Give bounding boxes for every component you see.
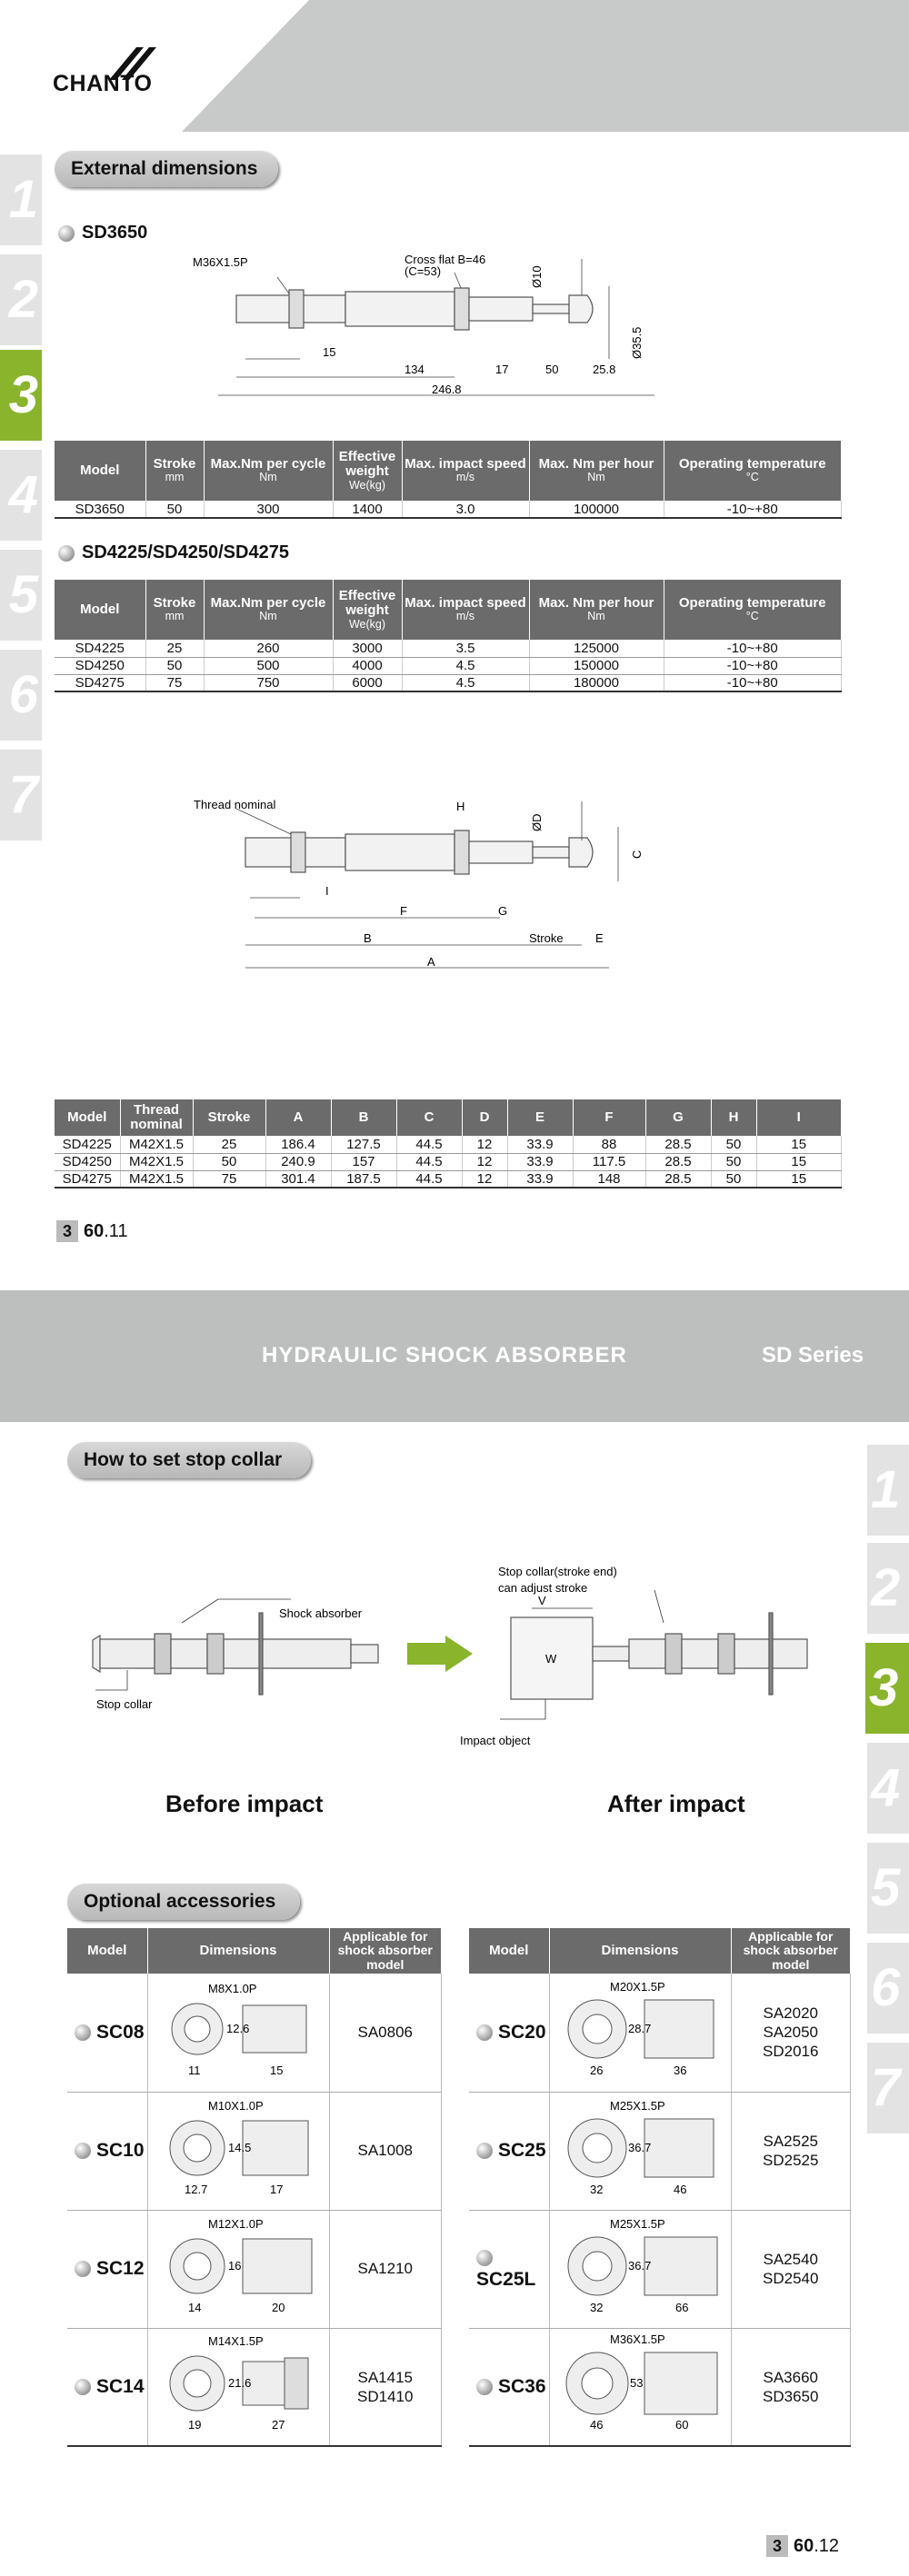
table-row: SC08 M8X1.0P 11 15 12.6 SA0806 <box>67 1974 442 2092</box>
e-label: E <box>595 931 604 945</box>
stop-collar-diagram <box>73 1563 873 1763</box>
svg-text:M8X1.0P: M8X1.0P <box>208 1982 257 1996</box>
section-title-external: External dimensions <box>55 151 278 187</box>
side-tab-7[interactable]: 7 <box>867 2043 909 2133</box>
svg-text:32: 32 <box>590 2300 604 2314</box>
sd42-spec-table: Model Stroke mm Max.Nm per cycle Nm Effective weight We(kg) Max. impact speed m/s Max. Nm per hour Nm Operating temperature °C SD4225 25 260 3000 3.5 125000 -10~+80 SD4250 50 500 4000 4.5 150000 -10~+80 SD4275 75 750 6000 4.5 180000 -10~+80 <box>55 580 842 692</box>
table-row: SC25 M25X1.5P 32 46 36.7 SA2525 SD2525 <box>469 2092 851 2210</box>
sd42-dimension-table: Model Thread nominal Stroke A B C D E F G H I SD4225 M42X1.5 25 186.4 127.5 44.5 12 33.9 88 28.5 50 15 SD4250 M42X1.5 50 240.9 157 44.5 12 33.9 117.5 28.5 50 15 SD4275 M42X1.5 75 301.4 187.5 44.5 12 33.9 148 28.5 50 15 <box>55 1099 842 1189</box>
stop-collar-label: Stop collar <box>96 1697 153 1711</box>
table-row: SC36 M36X1.5P 46 60 53 SA3660 SD3650 <box>469 2328 851 2446</box>
svg-text:19: 19 <box>188 2418 202 2432</box>
svg-text:14: 14 <box>188 2300 202 2314</box>
svg-text:17: 17 <box>270 2182 284 2196</box>
page-sub: .12 <box>814 2535 840 2556</box>
svg-text:66: 66 <box>675 2300 689 2314</box>
th-max-impact-speed: Max. impact speed m/s <box>402 441 529 501</box>
thread-nominal-label: Thread nominal <box>194 798 276 811</box>
dim-134: 134 <box>405 363 425 376</box>
cross-flat-label-2: (C=53) <box>405 264 442 278</box>
dim-25-8: 25.8 <box>593 363 616 376</box>
thread-label: M36X1.5P <box>193 255 248 269</box>
phi35-label: Ø35.5 <box>630 326 644 359</box>
sd3650-title: SD3650 <box>82 223 148 243</box>
side-tab-6[interactable]: 6 <box>0 650 42 741</box>
svg-text:36: 36 <box>674 2064 687 2078</box>
sd3650-drawing <box>182 250 691 404</box>
side-tab-3[interactable]: 3 <box>0 350 42 441</box>
accessories-table-right: Model Dimensions Applicable for shock absorber model SC20 M20X1.5P 26 36 28.7 SA2020 SA2050 SD2016 SC25 M25X1.5P 32 46 36.7 SA2525 SD2525 SC25L M25X1.5P 32 66 36.7 SA2540 SD2540 SC36 M36X1.5P 46 60 53 SA3660 SD3650 <box>469 1928 851 2447</box>
table-row: SD4225 M42X1.5 25 186.4 127.5 44.5 12 33.9 88 28.5 50 15 <box>55 1136 842 1153</box>
b-label: B <box>364 931 372 945</box>
bullet-icon <box>58 225 75 242</box>
svg-text:M10X1.0P: M10X1.0P <box>208 2098 264 2113</box>
svg-text:36.7: 36.7 <box>628 2258 652 2273</box>
svg-text:M20X1.5P: M20X1.5P <box>610 1980 665 1994</box>
table-row: SC12 M12X1.0P 14 20 16 SA1210 <box>67 2210 442 2328</box>
section-title-stop-collar: How to set stop collar <box>67 1442 311 1478</box>
side-tab-2[interactable]: 2 <box>0 254 42 345</box>
side-tab-4[interactable]: 4 <box>867 1743 909 1834</box>
svg-text:53: 53 <box>630 2376 644 2391</box>
f-label: F <box>400 904 407 918</box>
series-band <box>0 1290 909 1422</box>
sd42-title: SD4225/SD4250/SD4275 <box>82 542 289 562</box>
impact-object-label: Impact object <box>460 1734 531 1747</box>
svg-text:28.7: 28.7 <box>628 2022 652 2036</box>
table-row: SD4250 50 500 4000 4.5 150000 -10~+80 <box>55 657 842 674</box>
table-row: SD4275 75 750 6000 4.5 180000 -10~+80 <box>55 674 842 691</box>
svg-text:26: 26 <box>590 2064 604 2078</box>
table-row: SD3650 50 300 1400 3.0 100000 -10~+80 <box>55 501 842 518</box>
side-tab-1[interactable]: 1 <box>0 154 42 245</box>
stop-end-label: Stop collar(stroke end) <box>498 1565 617 1578</box>
th-operating-temp: Operating temperature °C <box>664 441 842 501</box>
svg-text:M12X1.0P: M12X1.0P <box>208 2216 264 2231</box>
th-max-nm-hour: Max. Nm per hour Nm <box>529 441 664 501</box>
page-number-1 <box>56 1220 128 1242</box>
stroke-label: Stroke <box>529 931 564 945</box>
svg-text:M25X1.5P: M25X1.5P <box>610 2098 665 2113</box>
side-tab-6[interactable]: 6 <box>867 1943 909 2034</box>
sd3650-spec-table <box>55 441 842 519</box>
svg-text:14.5: 14.5 <box>228 2140 252 2154</box>
side-tab-4[interactable]: 4 <box>0 450 42 541</box>
side-tab-5[interactable]: 5 <box>867 1843 909 1934</box>
dim-50: 50 <box>545 363 559 376</box>
side-tab-3[interactable]: 3 <box>865 1643 909 1734</box>
table-row: SC25L M25X1.5P 32 66 36.7 SA2540 SD2540 <box>469 2210 851 2328</box>
svg-text:11: 11 <box>188 2064 201 2078</box>
page-num: 60 <box>794 2535 814 2556</box>
svg-text:36.7: 36.7 <box>628 2140 652 2154</box>
section-title-accessories: Optional accessories <box>67 1884 300 1920</box>
chapter-box: 3 <box>56 1220 78 1242</box>
page-num: 60 <box>84 1220 105 1241</box>
svg-text:12.6: 12.6 <box>226 2022 250 2036</box>
table-row: SC20 M20X1.5P 26 36 28.7 SA2020 SA2050 SD2016 <box>469 1974 851 2092</box>
h-label: H <box>456 800 465 813</box>
svg-text:46: 46 <box>590 2418 604 2432</box>
accessories-table-left: Model Dimensions Applicable for shock absorber model SC08 M8X1.0P 11 15 12.6 SA0806 SC10 M10X1.0P 12.7 17 14.5 SA1008 SC12 M12X1.0P 14 20 16 SA1210 SC14 M14X1.5P 19 27 21.6 SA1415 SD1410 <box>67 1928 442 2447</box>
svg-text:16: 16 <box>228 2258 242 2273</box>
page-sub: .11 <box>104 1220 128 1241</box>
cross-flat-label: Cross flat B=46 <box>405 253 486 266</box>
after-impact-caption: After impact <box>607 1790 745 1817</box>
d-label: ØD <box>530 813 544 831</box>
phi10-label: Ø10 <box>530 265 544 288</box>
side-tab-5[interactable]: 5 <box>0 550 42 641</box>
sd3650-heading <box>58 223 147 244</box>
bullet-icon <box>58 545 75 562</box>
th-max-nm-cycle: Max.Nm per cycle Nm <box>204 441 333 501</box>
before-impact-caption: Before impact <box>165 1790 324 1817</box>
side-tab-7[interactable]: 7 <box>0 750 42 840</box>
dim-17: 17 <box>495 363 509 376</box>
v-label: V <box>538 1594 546 1607</box>
table-row: SD4275 M42X1.5 75 301.4 187.5 44.5 12 33.9 148 28.5 50 15 <box>55 1170 842 1188</box>
svg-text:21.6: 21.6 <box>228 2376 252 2391</box>
adjust-stroke-label: can adjust stroke <box>498 1581 588 1595</box>
table-row: SC14 M14X1.5P 19 27 21.6 SA1415 SD1410 <box>67 2328 442 2446</box>
w-label: W <box>545 1652 557 1666</box>
svg-text:60: 60 <box>675 2418 689 2432</box>
shock-absorber-label: Shock absorber <box>279 1606 363 1620</box>
table-row: SD4250 M42X1.5 50 240.9 157 44.5 12 33.9 117.5 28.5 50 15 <box>55 1153 842 1170</box>
band-title: HYDRAULIC SHOCK ABSORBER <box>262 1343 627 1368</box>
g-label: G <box>498 904 508 918</box>
table-row: SD4225 25 260 3000 3.5 125000 -10~+80 <box>55 640 842 657</box>
th-model: Model <box>55 441 145 501</box>
sd42-drawing <box>182 791 691 972</box>
svg-text:32: 32 <box>590 2182 604 2196</box>
chapter-box: 3 <box>766 2535 788 2557</box>
a-label: A <box>427 955 435 969</box>
side-tab-2[interactable]: 2 <box>867 1543 909 1634</box>
page-number-2 <box>766 2535 839 2557</box>
th-stroke: Stroke mm <box>145 441 204 501</box>
th-effective-weight: Effective weight We(kg) <box>333 441 402 501</box>
svg-text:12.7: 12.7 <box>185 2182 208 2196</box>
svg-text:27: 27 <box>272 2418 285 2432</box>
svg-text:20: 20 <box>272 2300 285 2314</box>
brand-logo: CHANTO <box>53 71 153 96</box>
svg-text:M14X1.5P: M14X1.5P <box>208 2334 264 2349</box>
svg-text:15: 15 <box>270 2064 284 2078</box>
sd42-heading <box>58 542 289 563</box>
band-series: SD Series <box>762 1343 864 1368</box>
dim-246-8: 246.8 <box>432 383 462 396</box>
c-label: C <box>630 850 644 859</box>
i-label: I <box>325 884 329 898</box>
dim-drawing <box>147 1974 329 2092</box>
arrow-right-icon <box>407 1636 473 1672</box>
svg-text:46: 46 <box>674 2182 687 2196</box>
table-row: SC10 M10X1.0P 12.7 17 14.5 SA1008 <box>67 2092 442 2210</box>
dim-15: 15 <box>323 345 336 359</box>
svg-text:M25X1.5P: M25X1.5P <box>610 2216 665 2231</box>
svg-text:M36X1.5P: M36X1.5P <box>610 2332 665 2347</box>
side-tab-1[interactable]: 1 <box>867 1445 909 1536</box>
